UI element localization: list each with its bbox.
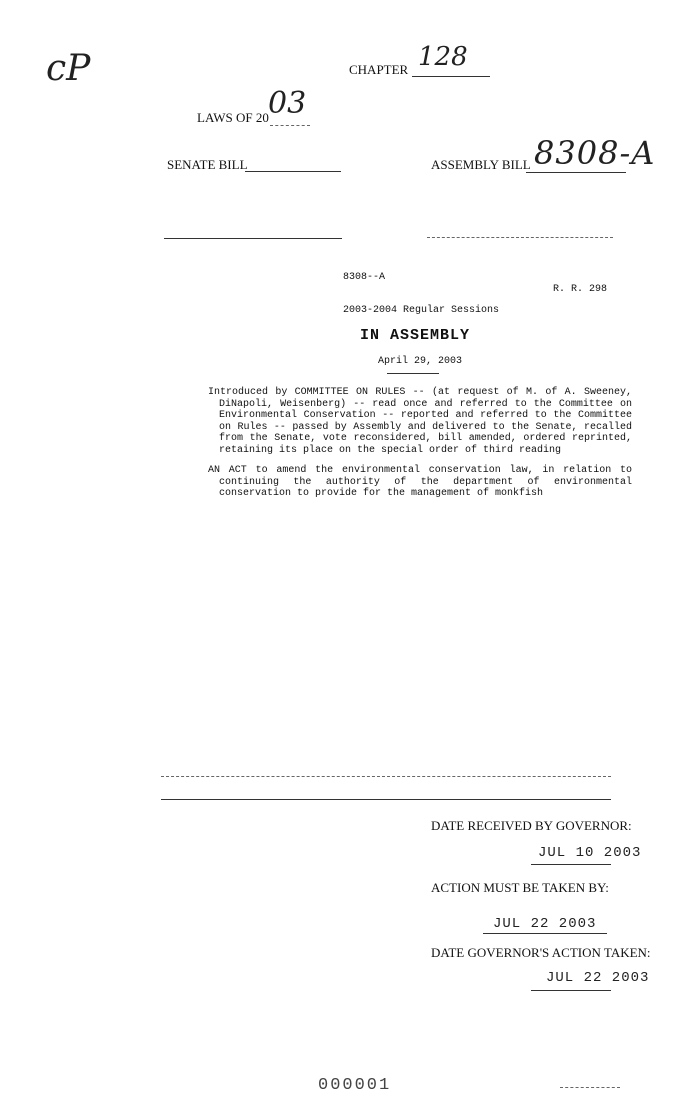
introduction-text: Introduced by COMMITTEE ON RULES -- (at request of M. of A. Sweeney, DiNapoli, Weisenberg) -- read once and referred to the Committee on Environmental Conservation -- reported and referred to the Committee on Rules -- passed by Assembly and delivered to the Senate, recalled from the Senate, vote reconsidered, bill amended, ordered reprinted, retaining its place on the special order of third reading [208,387,632,456]
chapter-label: CHAPTER [349,62,409,77]
page-number: 000001 [318,1076,392,1095]
bill-code: 8308--A [343,272,386,283]
assembly-bill-underline [526,172,626,173]
assembly-bill-number: 8308-A [534,134,656,172]
action-deadline-underline [483,933,607,934]
laws-label: LAWS OF 20 [197,110,269,125]
action-taken-stamp: JUL 22 2003 [546,970,650,986]
introduction-date: April 29, 2003 [378,356,463,367]
senate-bill-label: SENATE BILL [167,157,248,172]
house-title: IN ASSEMBLY [360,327,471,344]
action-deadline-label: ACTION MUST BE TAKEN BY: [431,880,609,895]
laws-year: 03 [268,86,307,121]
action-deadline-stamp: JUL 22 2003 [493,916,597,932]
introduction-text-block [208,387,632,457]
blank-line-right [427,237,613,238]
chapter-underline [412,76,490,77]
act-text: AN ACT to amend the environmental conservation law, in relation to continuing the authority of the department of environmental conservation to provide for the management of monkfish [208,465,632,500]
senate-bill-underline [245,171,341,172]
handwritten-corner-mark: cP [46,48,91,89]
action-taken-underline [531,990,611,991]
action-taken-label: DATE GOVERNOR'S ACTION TAKEN: [431,945,651,960]
session-label: 2003-2004 Regular Sessions [343,305,500,316]
chapter-number: 128 [418,42,468,72]
act-text-block [208,465,632,500]
rr-code: R. R. 298 [553,284,608,295]
separator-line-1 [161,776,611,777]
date-underline [387,373,439,374]
blank-line-left [164,238,342,239]
footer-mark [560,1087,620,1088]
date-received-label: DATE RECEIVED BY GOVERNOR: [431,818,632,833]
date-received-underline [531,864,611,865]
assembly-bill-label: ASSEMBLY BILL [431,157,531,172]
date-received-stamp: JUL 10 2003 [538,845,642,861]
separator-line-2 [161,799,611,800]
laws-year-underline [270,125,310,126]
